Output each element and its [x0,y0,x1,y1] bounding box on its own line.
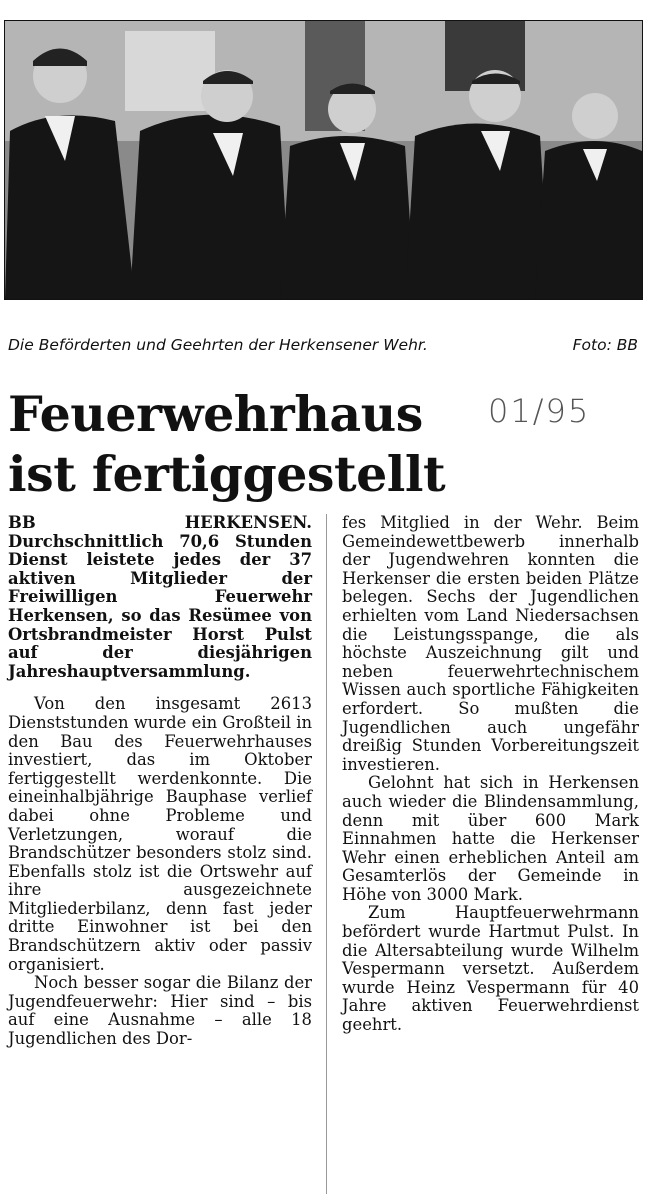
handwritten-note: 01/95 [488,392,591,430]
article-paragraph-2-end: fes Mitglied in der Wehr. Beim Gemeindewettbewerb innerhalb der Jugendwehren konnten die Herkenser die ersten beiden Plätze belegen. Sechs der Jugendlichen erhielten vom Land Niedersachsen die Leistungsspange, die als höchste Auszeichnung gilt und neben feuerwehrtechnischem Wissen auch sportliche Fähigkeiten erfordert. So mußten die Jugendlichen auch ungefähr dreißig Stunden Vorbereitungszeit investieren. [342,513,639,774]
photo-caption [8,336,638,354]
photo-illustration [5,21,642,299]
article-paragraph-2-start: Noch besser sogar die Bilanz der Jugendfeuerwehr: Hier sind – bis auf eine Ausnahme – alle 18 Jugendlichen des Dor- [8,973,312,1049]
article-lead: BB HERKENSEN. Durchschnittlich 70,6 Stunden Dienst leistete jedes der 37 aktiven Mitglieder der Freiwilligen Feuerwehr Herkensen, so das Resümee von Ortsbrandmeister Horst Pulst auf der diesjährigen Jahreshauptversammlung. [8,513,312,681]
caption-text: Die Beförderten und Geehrten der Herkensener Wehr. [8,336,428,354]
headline-line-1: Feuerwehrhaus [8,385,423,443]
article-paragraph-1: Von den insgesamt 2613 Dienststunden wurde ein Großteil in den Bau des Feuerwehrhauses investiert, das im Oktober fertiggestellt werdenkonnte. Die eineinhalbjährige Bauphase verlief dabei ohne Probleme und Verletzungen, worauf die Brandschützer besonders stolz sind. Ebenfalls stolz ist die Ortswehr auf ihre ausgezeichnete Mitgliederbilanz, denn fast jeder dritte Einwohner ist bei den Brandschützern aktiv oder passiv organisiert. [8,694,312,974]
article-column-right [342,514,639,1035]
photo-credit: Foto: BB [572,336,638,354]
column-divider [326,514,327,1194]
headline-line-2: ist fertiggestellt [8,445,446,503]
headline [8,384,445,504]
article-paragraph-4: Zum Hauptfeuerwehrmann befördert wurde Hartmut Pulst. In die Altersabteilung wurde Wilhelm Vespermann versetzt. Außerdem wurde Heinz Vespermann für 40 Jahre aktiven Feuerwehrdienst geehrt. [342,903,639,1035]
article-paragraph-3: Gelohnt hat sich in Herkensen auch wieder die Blindensammlung, denn mit über 600 Mark Einnahmen hatte die Herkenser Wehr einen erheblichen Anteil am Gesamterlös der Gemeinde in Höhe von 3000 Mark. [342,773,639,904]
article-column-left [8,514,312,1049]
group-photo [4,20,643,300]
